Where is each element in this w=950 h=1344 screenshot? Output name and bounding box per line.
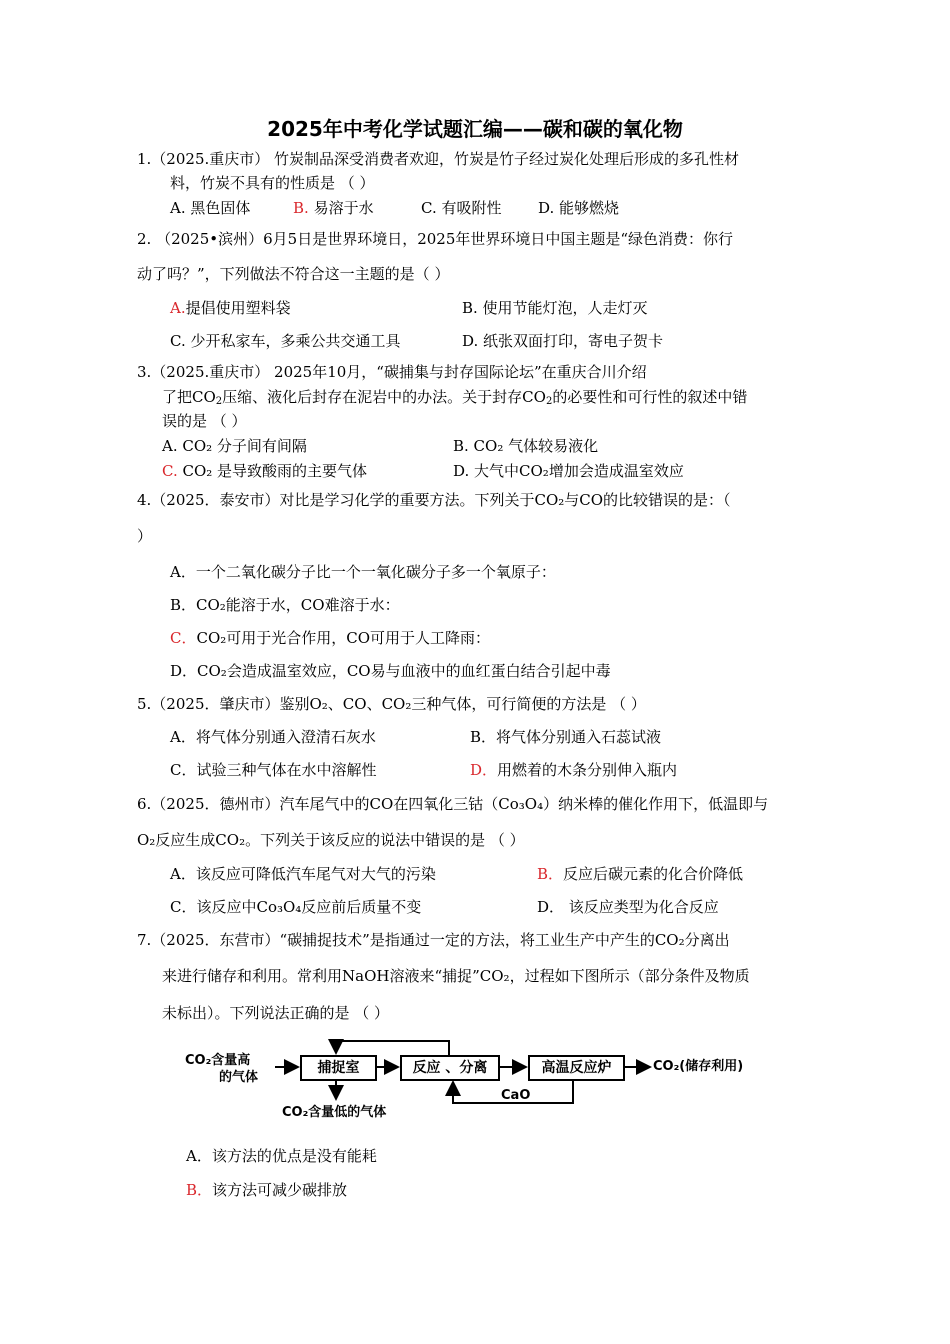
q1-stem-line1: 1.（2025.重庆市） 竹炭制品深受消费者欢迎，竹炭是竹子经过炭化处理后形成的多孔性材 <box>137 150 740 168</box>
q1-stem-line2: 料，竹炭不具有的性质是 （ ） <box>170 174 375 192</box>
q3-option-c <box>162 461 367 481</box>
q1-option-a: A. 黑色固体 <box>170 199 251 217</box>
q6-stem-line1: 6.（2025．德州市）汽车尾气中的CO在四氧化三钴（Co₃O₄）纳米棒的催化作用下，低温即与 <box>137 795 769 813</box>
q6-option-b <box>537 864 743 884</box>
stem-text: 了把CO <box>162 388 216 406</box>
q2-option-d: D. 纸张双面打印，寄电子贺卡 <box>462 332 664 350</box>
stem-text: 的必要性和可行性的叙述中错 <box>552 388 748 406</box>
q1-option-c: C. 有吸附性 <box>421 199 502 217</box>
q6-stem-line2: O₂反应生成CO₂。下列关于该反应的说法中错误的是 （ ） <box>137 831 525 849</box>
q1-option-b <box>293 198 374 218</box>
q4-option-c <box>170 628 490 648</box>
option-text: CO₂可用于光合作用，CO可用于人工降雨： <box>196 629 491 647</box>
answer-letter: B． <box>537 865 564 883</box>
diagram-cao-label: CaO <box>501 1088 531 1103</box>
diagram-box-reaction-separation: 反应 、分离 <box>400 1055 500 1081</box>
q4-option-a: A．一个二氧化碳分子比一个一氧化碳分子多一个氧原子： <box>170 563 556 581</box>
q2-option-c: C. 少开私家车，多乘公共交通工具 <box>170 332 401 350</box>
q4-option-b: B．CO₂能溶于水，CO难溶于水： <box>170 596 400 614</box>
q3-option-a: A. CO₂ 分子间有间隔 <box>162 437 307 455</box>
q6-option-a: A．该反应可降低汽车尾气对大气的污染 <box>170 865 436 883</box>
q3-stem-line2: 了把$CO_2$压缩、液化后封存在泥岩中的办法。关于封存$CO_2$的必要性和可行性的叙述中错 <box>162 388 748 407</box>
q2-stem-line2: 动了吗？”，下列做法不符合这一主题的是（ ） <box>137 265 450 283</box>
q2-option-b: B. 使用节能灯泡，人走灯灭 <box>462 299 648 317</box>
q6-option-d: D． 该反应类型为化合反应 <box>537 898 719 916</box>
answer-letter: A. <box>170 299 186 317</box>
answer-letter: C． <box>170 629 197 647</box>
option-text: 反应后碳元素的化合价降低 <box>563 865 744 883</box>
q7-option-b <box>186 1180 347 1200</box>
option-text: 提倡使用塑料袋 <box>185 299 291 317</box>
q4-stem-line1: 4.（2025．泰安市）对比是学习化学的重要方法。下列关于CO₂与CO的比较错误的是：（ <box>137 491 731 509</box>
diagram-box-capture-chamber: 捕捉室 <box>300 1055 377 1081</box>
q7-stem-line2: 来进行储存和利用。常利用NaOH溶液来“捕捉”CO₂，过程如下图所示（部分条件及物质 <box>162 967 750 985</box>
carbon-capture-flow-diagram <box>185 1033 785 1125</box>
q2-option-a <box>170 298 291 318</box>
answer-letter: B. <box>293 199 309 217</box>
answer-letter: C. <box>162 462 178 480</box>
q3-stem-line3: 误的是 （ ） <box>162 412 247 430</box>
diagram-output-label: CO₂(储存利用) <box>653 1059 744 1074</box>
q5-option-c: C．试验三种气体在水中溶解性 <box>170 761 377 779</box>
page-title: 2025年中考化学试题汇编——碳和碳的氧化物 <box>267 117 683 141</box>
stem-text: 压缩、液化后封存在泥岩中的办法。关于封存CO <box>222 388 546 406</box>
q6-option-c: C．该反应中Co₃O₄反应前后质量不变 <box>170 898 422 916</box>
q3-stem-line1: 3.（2025.重庆市） 2025年10月，“碳捕集与封存国际论坛”在重庆合川介绍 <box>137 363 647 381</box>
option-text: CO₂ 是导致酸雨的主要气体 <box>182 462 368 480</box>
q4-option-d: D．CO₂会造成温室效应，CO易与血液中的血红蛋白结合引起中毒 <box>170 662 611 680</box>
q2-stem-line1: 2. （2025•滨州）6月5日是世界环境日，2025年世界环境日中国主题是“绿色消费：你行 <box>137 230 734 248</box>
option-text: 易溶于水 <box>313 199 374 217</box>
q3-option-b: B. CO₂ 气体较易液化 <box>453 437 599 455</box>
diagram-input-label: CO₂含量高 <box>185 1053 251 1068</box>
q1-option-d: D. 能够燃烧 <box>538 199 620 217</box>
q7-stem-line3: 未标出）。下列说法正确的是 （ ） <box>162 1004 390 1022</box>
diagram-input-label-2: 的气体 <box>219 1070 259 1085</box>
option-text: 该方法可减少碳排放 <box>212 1181 348 1199</box>
q5-option-d <box>470 760 677 780</box>
option-text: 用燃着的木条分别伸入瓶内 <box>497 761 678 779</box>
answer-letter: B． <box>186 1181 213 1199</box>
q7-stem-line1: 7.（2025．东营市）“碳捕捉技术”是指通过一定的方法，将工业生产中产生的CO₂分离出 <box>137 931 730 949</box>
q4-stem-line2: ） <box>137 527 153 545</box>
q3-option-d: D. 大气中CO₂增加会造成温室效应 <box>453 462 684 480</box>
q5-stem-line1: 5.（2025．肇庆市）鉴别O₂、CO、CO₂三种气体，可行简便的方法是 （ ） <box>137 695 646 713</box>
q5-option-b: B．将气体分别通入石蕊试液 <box>470 728 662 746</box>
diagram-box-high-temp-furnace: 高温反应炉 <box>528 1055 625 1081</box>
q7-option-a: A．该方法的优点是没有能耗 <box>186 1147 377 1165</box>
diagram-low-co2-label: CO₂含量低的气体 <box>282 1105 387 1120</box>
answer-letter: D． <box>470 761 498 779</box>
q5-option-a: A．将气体分别通入澄清石灰水 <box>170 728 376 746</box>
